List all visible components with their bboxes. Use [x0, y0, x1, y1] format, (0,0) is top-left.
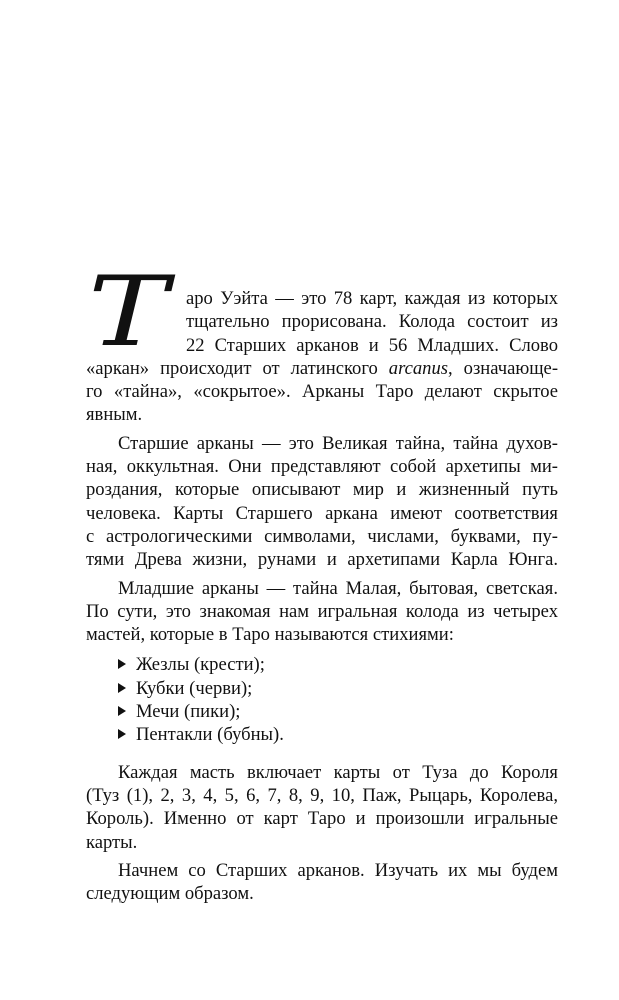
list-item	[86, 677, 558, 700]
text-line: человека. Карты Старшего аркана имеют соответствия	[86, 502, 558, 524]
text-line: явным.	[86, 404, 143, 426]
triangle-bullet-icon	[118, 683, 126, 693]
drop-cap-letter: Т	[88, 256, 169, 368]
paragraph-suit-cards	[86, 761, 558, 854]
text-line: с астрологическими символами, числами, буквами, пу-	[86, 525, 558, 547]
text-line	[86, 357, 558, 380]
suits-list	[86, 653, 558, 746]
paragraph-start	[86, 859, 558, 906]
text-line: Король). Именно от карт Таро и произошли игральные	[86, 808, 558, 830]
text-line: го «тайна», «сокрытое». Арканы Таро делают скрытое	[86, 381, 558, 403]
text-line: 22 Старших арканов и 56 Младших. Слово	[186, 334, 558, 356]
text-line: Старшие арканы — это Великая тайна, тайна духов-	[118, 432, 558, 454]
text-fragment: , означающе-	[448, 357, 559, 379]
text-line: Каждая масть включает карты от Туза до Короля	[118, 761, 558, 783]
text-line: (Туз (1), 2, 3, 4, 5, 6, 7, 8, 9, 10, Паж, Рыцарь, Королева,	[86, 784, 558, 806]
text-line: Младшие арканы — тайна Малая, бытовая, светская.	[118, 577, 558, 599]
text-line: По сути, это знакомая нам игральная колода из четырех	[86, 600, 558, 622]
list-item	[86, 723, 558, 746]
list-item-label: Кубки (черви);	[136, 677, 253, 699]
italic-term: arcanus	[388, 357, 449, 379]
text-line: ная, оккультная. Они представляют собой архетипы ми-	[86, 456, 558, 478]
list-item	[86, 653, 558, 676]
list-item-label: Мечи (пики);	[136, 701, 241, 723]
list-item-label: Жезлы (крести);	[136, 654, 265, 676]
text-line: мастей, которые в Таро называются стихиями:	[86, 624, 454, 646]
text-line: аро Уэйта — это 78 карт, каждая из которых	[186, 288, 558, 309]
text-line: тщательно прорисована. Колода состоит из	[186, 311, 558, 333]
triangle-bullet-icon	[118, 706, 126, 716]
text-line: роздания, которые описывают мир и жизненный путь	[86, 479, 558, 501]
text-line: следующим образом.	[86, 883, 254, 905]
list-item	[86, 700, 558, 723]
text-line: тями Древа жизни, рунами и архетипами Карла Юнга.	[86, 549, 558, 571]
text-fragment: «аркан» происходит от латинского	[86, 357, 389, 379]
text-line: Начнем со Старших арканов. Изучать их мы будем	[118, 859, 558, 881]
list-item-label: Пентакли (бубны).	[136, 724, 284, 746]
paragraph-minor-arcana	[86, 577, 558, 647]
paragraph-major-arcana	[86, 432, 558, 572]
paragraph-intro	[86, 287, 558, 427]
triangle-bullet-icon	[118, 729, 126, 739]
triangle-bullet-icon	[118, 659, 126, 669]
body-text	[86, 287, 558, 905]
text-line: карты.	[86, 831, 138, 853]
